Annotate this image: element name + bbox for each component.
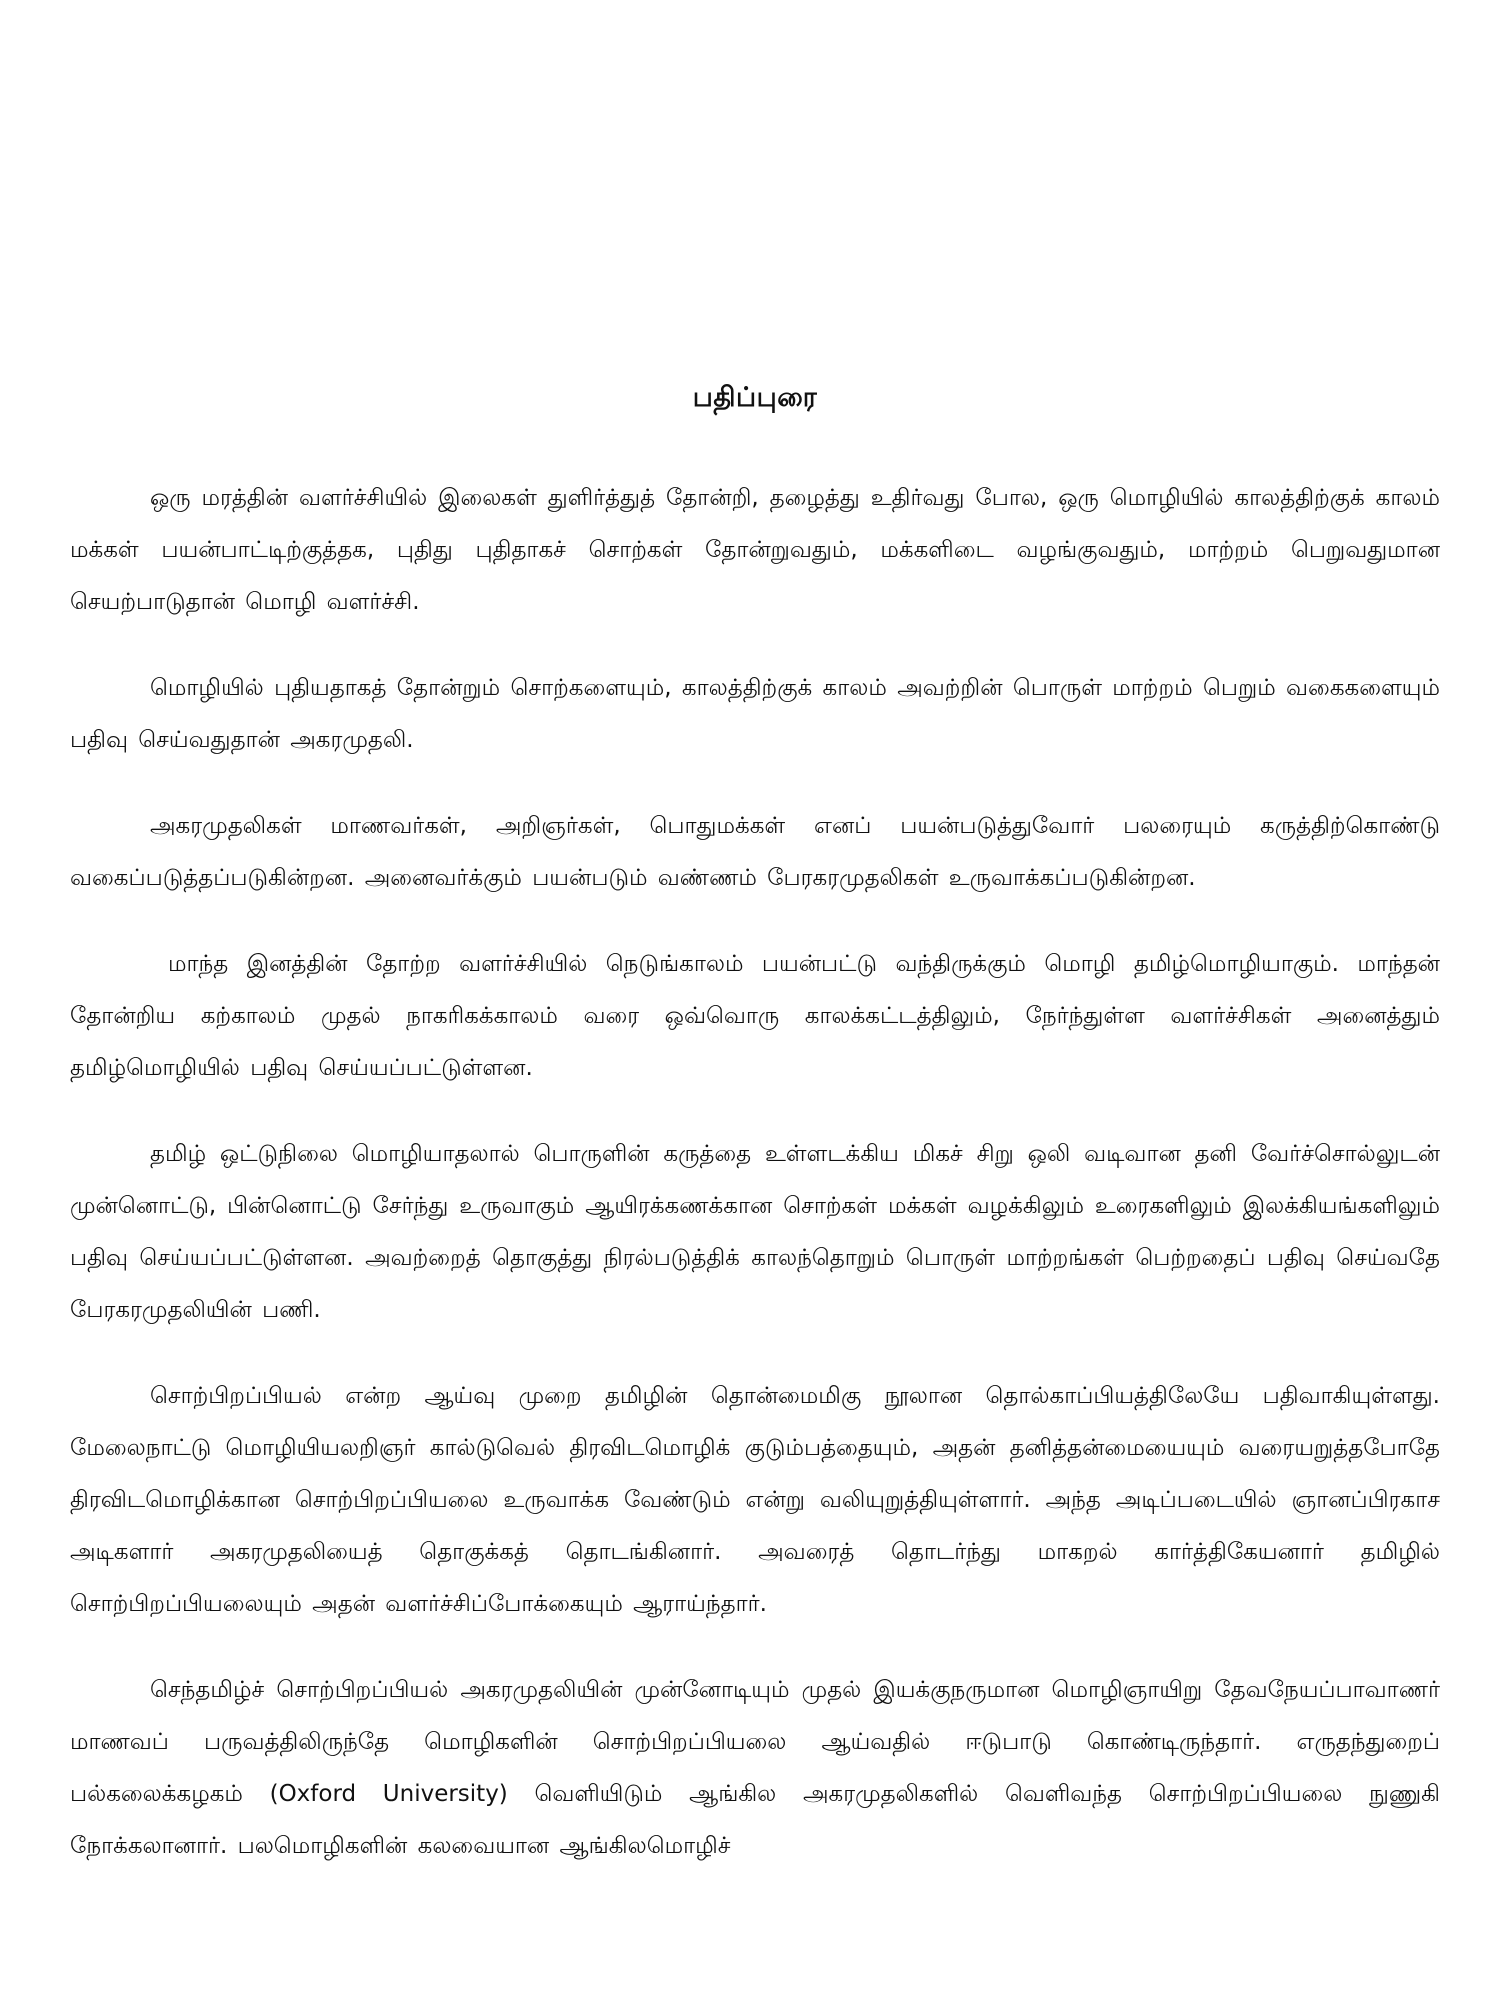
paragraph-3: அகரமுதலிகள் மாணவர்கள், அறிஞர்கள், பொதுமக்கள் எனப் பயன்படுத்துவோர் பலரையும் கருத்திற்கொண்டு வகைப்படுத்தப்படுகின்றன. அனைவர்க்கும் பயன்படும் வண்ணம் பேரகரமுதலிகள் உருவாக்கப்படுகின்றன. [70, 813, 1440, 891]
paragraph-1: ஒரு மரத்தின் வளர்ச்சியில் இலைகள் துளிர்த்துத் தோன்றி, தழைத்து உதிர்வது போல, ஒரு மொழியில் காலத்திற்குக் காலம் மக்கள் பயன்பாட்டிற்குத்தக, புதிது புதிதாகச் சொற்கள் தோன்றுவதும், மக்களிடை வழங்குவதும், மாற்றம் பெறுவதுமான செயற்பாடுதான் மொழி வளர்ச்சி. [70, 485, 1440, 615]
paragraph-5: தமிழ் ஒட்டுநிலை மொழியாதலால் பொருளின் கருத்தை உள்ளடக்கிய மிகச் சிறு ஒலி வடிவான தனி வேர்ச்சொல்லுடன் முன்னொட்டு, பின்னொட்டு சேர்ந்து உருவாகும் ஆயிரக்கணக்கான சொற்கள் மக்கள் வழக்கிலும் உரைகளிலும் இலக்கியங்களிலும் பதிவு செய்யப்பட்டுள்ளன. அவற்றைத் தொகுத்து நிரல்படுத்திக் காலந்தொறும் பொருள் மாற்றங்கள் பெற்றதைப் பதிவு செய்வதே பேரகரமுதலியின் பணி. [70, 1141, 1440, 1323]
page-title: பதிப்புரை [692, 382, 818, 413]
paragraph-4: மாந்த இனத்தின் தோற்ற வளர்ச்சியில் நெடுங்காலம் பயன்பட்டு வந்திருக்கும் மொழி தமிழ்மொழியாகும். மாந்தன் தோன்றிய கற்காலம் முதல் நாகரிகக்காலம் வரை ஒவ்வொரு காலக்கட்டத்திலும், நேர்ந்துள்ள வளர்ச்சிகள் அனைத்தும் தமிழ்மொழியில் பதிவு செய்யப்பட்டுள்ளன. [70, 951, 1440, 1081]
paragraph-7: செந்தமிழ்ச் சொற்பிறப்பியல் அகரமுதலியின் முன்னோடியும் முதல் இயக்குநருமான மொழிஞாயிறு தேவநேயப்பாவாணர் மாணவப் பருவத்திலிருந்தே மொழிகளின் சொற்பிறப்பியலை ஆய்வதில் ஈடுபாடு கொண்டிருந்தார். எருதந்துறைப் பல்கலைக்கழகம் (Oxford University) வெளியிடும் ஆங்கில அகரமுதலிகளில் வெளிவந்த சொற்பிறப்பியலை நுணுகி நோக்கலானார். பலமொழிகளின் கலவையான ஆங்கிலமொழிச் [70, 1677, 1440, 1859]
document-body [70, 472, 1440, 1906]
document-page [70, 0, 1440, 2000]
paragraph-2: மொழியில் புதியதாகத் தோன்றும் சொற்களையும், காலத்திற்குக் காலம் அவற்றின் பொருள் மாற்றம் பெறும் வகைகளையும் பதிவு செய்வதுதான் அகரமுதலி. [70, 675, 1440, 753]
paragraph-6: சொற்பிறப்பியல் என்ற ஆய்வு முறை தமிழின் தொன்மைமிகு நூலான தொல்காப்பியத்திலேயே பதிவாகியுள்ளது. மேலைநாட்டு மொழியியலறிஞர் கால்டுவெல் திரவிடமொழிக் குடும்பத்தையும், அதன் தனித்தன்மையையும் வரையறுத்தபோதே திரவிடமொழிக்கான சொற்பிறப்பியலை உருவாக்க வேண்டும் என்று வலியுறுத்தியுள்ளார். அந்த அடிப்படையில் ஞானப்பிரகாச அடிகளார் அகரமுதலியைத் தொகுக்கத் தொடங்கினார். அவரைத் தொடர்ந்து மாகறல் கார்த்திகேயனார் தமிழில் சொற்பிறப்பியலையும் அதன் வளர்ச்சிப்போக்கையும் ஆராய்ந்தார். [70, 1383, 1440, 1617]
